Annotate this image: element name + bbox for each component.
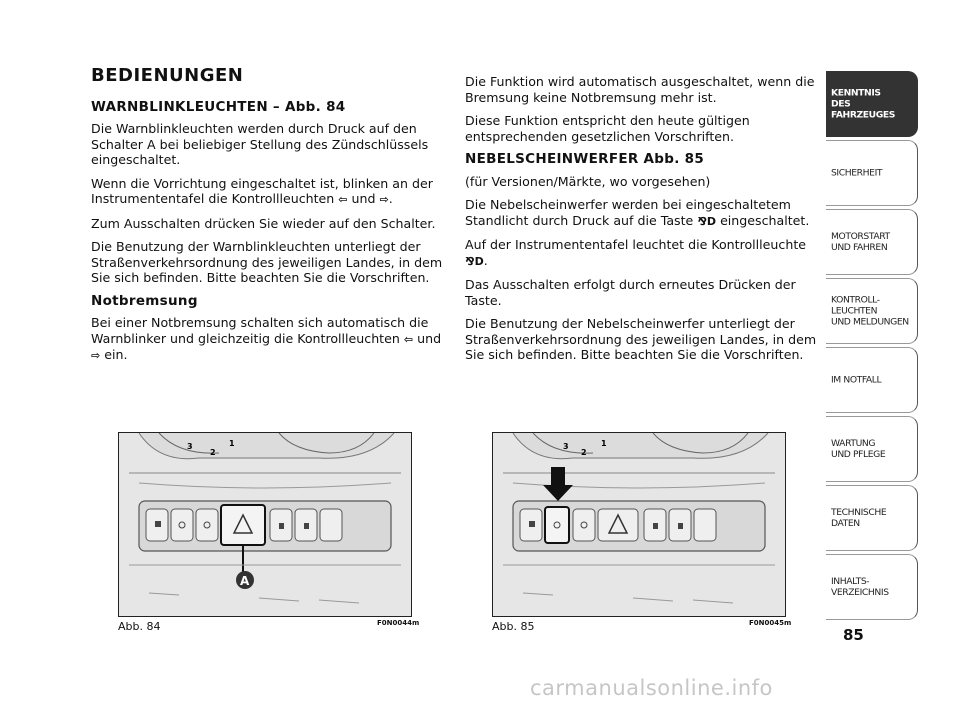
- marker-a-label: A: [240, 574, 250, 588]
- hazard-paragraph-3: Zum Ausschalten drücken Sie wieder auf den Schalter.: [91, 215, 436, 231]
- tab-wartung[interactable]: WARTUNG UND PFLEGE: [826, 416, 918, 482]
- page-heading: BEDIENUNGEN: [91, 65, 244, 86]
- emergency-braking-paragraph: Bei einer Notbremsung schalten sich automatisch die Warnblinker und gleichzeitig die Kontrollleuchten ⇦ und ⇨ ein.: [91, 315, 442, 362]
- right-paragraph-1: Die Funktion wird automatisch ausgeschaltet, wenn die Bremsung keine Notbremsung mehr ist.: [465, 74, 815, 105]
- fog-paragraph-2: Auf der Instrumententafel leuchtet die Kontrollleuchte ⅋D.: [465, 237, 807, 268]
- tab-kontrollleuchten[interactable]: KONTROLL- LEUCHTEN UND MELDUNGEN: [826, 278, 918, 344]
- dial-number-1: 1: [229, 439, 235, 448]
- fog-lights-subtitle: (für Versionen/Märkte, wo vorgesehen): [465, 173, 711, 189]
- fog-light-icon: ⅋D: [465, 254, 484, 268]
- fog-light-icon: ⅋D: [697, 214, 717, 228]
- fog-paragraph-1: Die Nebelscheinwerfer werden bei eingeschaltetem Standlicht durch Druck auf die Taste ⅋D eingeschaltet.: [465, 197, 810, 228]
- left-column: [91, 65, 446, 372]
- left-turn-indicator-icon: ⇦: [403, 332, 414, 346]
- right-turn-indicator-icon: ⇨: [379, 193, 389, 206]
- right-turn-indicator-icon: ⇨: [91, 349, 101, 362]
- watermark: carmanualsonline.info: [530, 676, 773, 700]
- figure-84-code: F0N0044m: [377, 619, 420, 627]
- figure-84-caption: Abb. 84: [118, 620, 161, 633]
- dial-number-2: 2: [210, 448, 216, 457]
- fog-paragraph-4: Die Benutzung der Nebelscheinwerfer unterliegt der Straßenverkehrsordnung des jeweiligen Landes, in dem Sie sich befinden. Bitte beachten Sie die Vorschriften.: [465, 316, 817, 362]
- right-column: [465, 74, 820, 371]
- hazard-lights-title: WARNBLINKLEUCHTEN – Abb. 84: [91, 98, 346, 115]
- chapter-sidebar: [826, 71, 918, 623]
- tab-kenntnis[interactable]: KENNTNIS DES FAHRZEUGES: [826, 71, 918, 137]
- emergency-braking-title: Notbremsung: [91, 292, 198, 309]
- hazard-paragraph-4: Die Benutzung der Warnblinkleuchten unterliegt der Straßenverkehrsordnung des jeweiligen Landes, in dem Sie sich befinden. Bitte beachten Sie die Vorschriften.: [91, 239, 443, 285]
- dial-number-3: 3: [563, 442, 569, 451]
- hazard-paragraph-1: Die Warnblinkleuchten werden durch Druck auf den Schalter A bei beliebiger Stellung des Zündschlüssels eingeschaltet.: [91, 121, 429, 167]
- tab-inhaltsverzeichnis[interactable]: INHALTS- VERZEICHNIS: [826, 554, 918, 620]
- tab-motorstart[interactable]: MOTORSTART UND FAHREN: [826, 209, 918, 275]
- figure-85-code: F0N0045m: [749, 619, 792, 627]
- tab-sicherheit[interactable]: SICHERHEIT: [826, 140, 918, 206]
- left-turn-indicator-icon: ⇦: [338, 193, 348, 206]
- dial-number-1: 1: [601, 439, 607, 448]
- tab-technische-daten[interactable]: TECHNISCHE DATEN: [826, 485, 918, 551]
- page-number: 85: [843, 626, 864, 644]
- right-paragraph-2: Diese Funktion entspricht den heute gültigen entsprechenden gesetzlichen Vorschriften.: [465, 113, 750, 144]
- figure-85-caption: Abb. 85: [492, 620, 535, 633]
- dial-number-2: 2: [581, 448, 587, 457]
- tab-im-notfall[interactable]: IM NOTFALL: [826, 347, 918, 413]
- figure-85-dashboard-switches: [492, 432, 786, 617]
- figure-84-dashboard-switches: [118, 432, 412, 617]
- fog-lights-title: NEBELSCHEINWERFER Abb. 85: [465, 151, 705, 167]
- fog-paragraph-3: Das Ausschalten erfolgt durch erneutes Drücken der Taste.: [465, 277, 796, 308]
- dial-number-3: 3: [187, 442, 193, 451]
- hazard-paragraph-2: Wenn die Vorrichtung eingeschaltet ist, blinken an der Instrumententafel die Kontrollleuchten ⇦ und ⇨.: [91, 175, 433, 206]
